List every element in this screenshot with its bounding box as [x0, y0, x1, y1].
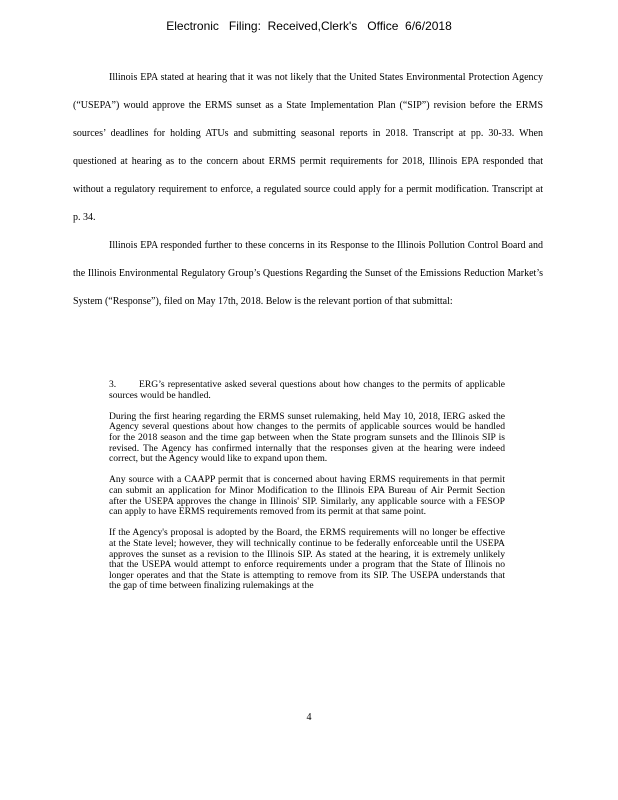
paragraph-2: Illinois EPA responded further to these concerns in its Response to the Illinois Pollution Control Board and the Illinois Environmental Regulatory Group’s Questions Regarding the Sunset of the Emissions Reduction Market’s System (“Response”), filed on May 17th, 2018. Below is the relevant portion of that submittal:	[73, 240, 543, 307]
quote-paragraph-1: During the first hearing regarding the ERMS sunset rulemaking, held May 10, 2018, IERG asked the Agency several questions about how changes to the permits of applicable sources would be handled for the 2018 season and the time gap between when the State program sunsets and the Illinois SIP is revised. The Agency has confirmed internally that the responses given at the hearing were indeed correct, but the Agency would like to expand upon them.	[109, 410, 505, 465]
page-number: 4	[306, 712, 312, 723]
paragraph-1: Illinois EPA stated at hearing that it was not likely that the United States Environmental Protection Agency (“USEPA”) would approve the ERMS sunset as a State Implementation Plan (“SIP”) revision before the ERMS sources’ deadlines for holding ATUs and submitting seasonal reports in 2018. Transcript at pp. 30-33. When questioned at hearing as to the concern about ERMS permit requirements for 2018, Illinois EPA responded that without a regulatory requirement to enforce, a regulated source could apply for a permit modification. Transcript at p. 34.	[73, 72, 543, 223]
quote-paragraph-2: Any source with a CAAPP permit that is concerned about having ERMS requirements in that permit can submit an application for Minor Modification to the Illinois EPA Bureau of Air Permit Section after the USEPA approves the change in Illinois' SIP. Similarly, any applicable source with a FESOP can apply to have ERMS requirements removed from its permit at that same point.	[109, 474, 505, 518]
quote-paragraph-3: If the Agency's proposal is adopted by the Board, the ERMS requirements will no longer be effective at the State level; however, they will technically continue to be federally enforceable until the USEPA approves the sunset as a revision to the Illinois SIP. As stated at the hearing, it is extremely unlikely that the USEPA would attempt to enforce requirements under a program that the State of Illinois no longer operates and that the State is attempting to remove from its SIP. The USEPA understands that the gap of time between finalizing rulemakings at the	[109, 527, 505, 592]
quote-item	[109, 380, 505, 401]
quote-item-number: 3.	[109, 379, 117, 390]
filing-header: Electronic Filing: Received,Clerk's Office 6/6/2018	[166, 19, 452, 33]
quote-item-text: ERG’s representative asked several questions about how changes to the permits of applicable sources would be handled.	[109, 379, 505, 401]
body-text	[73, 64, 543, 316]
block-quote	[109, 380, 505, 602]
